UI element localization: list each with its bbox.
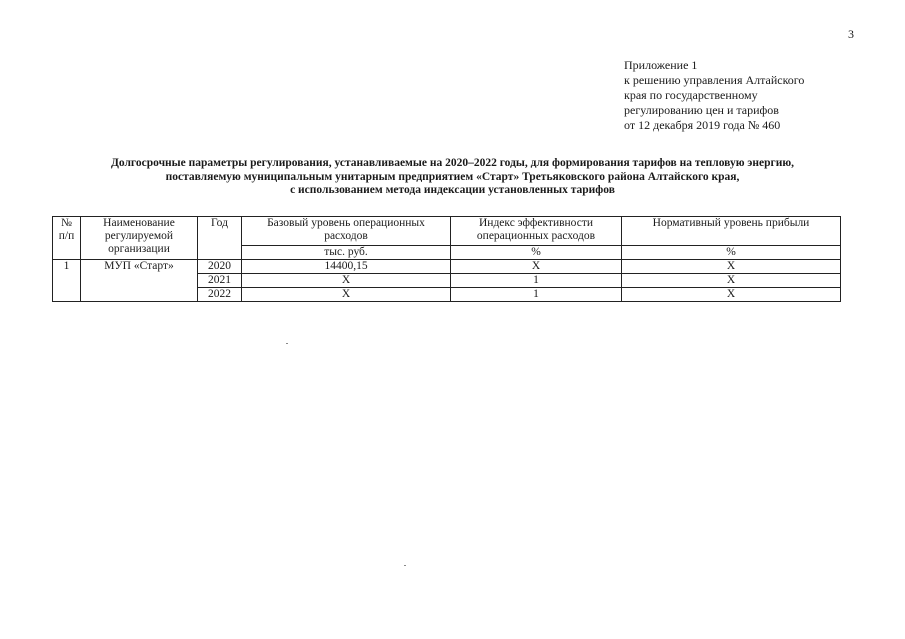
cell-profit-level: X (622, 274, 841, 288)
table-row (53, 260, 841, 274)
unit-efficiency-index: % (451, 246, 622, 260)
cell-base-level: X (242, 274, 451, 288)
header-base-level: Базовый уровень операционных расходов (242, 217, 451, 246)
row-num: 1 (53, 260, 81, 302)
header-num: № п/п (53, 217, 81, 260)
title-line: Долгосрочные параметры регулирования, устанавливаемые на 2020–2022 годы, для формирования тарифов на тепловую энергию, (110, 157, 795, 169)
scan-speck (286, 343, 288, 344)
cell-year: 2020 (198, 260, 242, 274)
cell-base-level: X (242, 288, 451, 302)
appendix-block (624, 58, 804, 133)
unit-base-level: тыс. руб. (242, 246, 451, 260)
appendix-line: регулированию цен и тарифов (624, 103, 779, 117)
cell-year: 2021 (198, 274, 242, 288)
appendix-line: к решению управления Алтайского (624, 73, 805, 87)
organization-name: МУП «Старт» (81, 260, 198, 302)
cell-efficiency-index: 1 (451, 288, 622, 302)
unit-profit-level: % (622, 246, 841, 260)
document-title (40, 157, 865, 198)
cell-efficiency-index: X (451, 260, 622, 274)
page-number: 3 (848, 27, 854, 41)
table-header-row (53, 217, 841, 246)
title-line: поставляемую муниципальным унитарным предприятием «Старт» Третьяковского района Алтайского края, (165, 170, 740, 183)
appendix-line: края по государственному (624, 88, 758, 102)
header-profit-level: Нормативный уровень прибыли (622, 217, 841, 246)
header-efficiency-index: Индекс эффективности операционных расходов (451, 217, 622, 246)
header-year: Год (198, 217, 242, 260)
cell-efficiency-index: 1 (451, 274, 622, 288)
header-organization: Наименование регулируемой организации (81, 217, 198, 260)
cell-year: 2022 (198, 288, 242, 302)
appendix-line: от 12 декабря 2019 года № 460 (624, 118, 781, 132)
cell-base-level: 14400,15 (242, 260, 451, 274)
cell-profit-level: X (622, 260, 841, 274)
title-line: с использованием метода индексации установленных тарифов (290, 184, 615, 196)
cell-profit-level: X (622, 288, 841, 302)
appendix-line: Приложение 1 (624, 58, 698, 72)
scan-speck (404, 565, 406, 566)
parameters-table (52, 216, 841, 302)
